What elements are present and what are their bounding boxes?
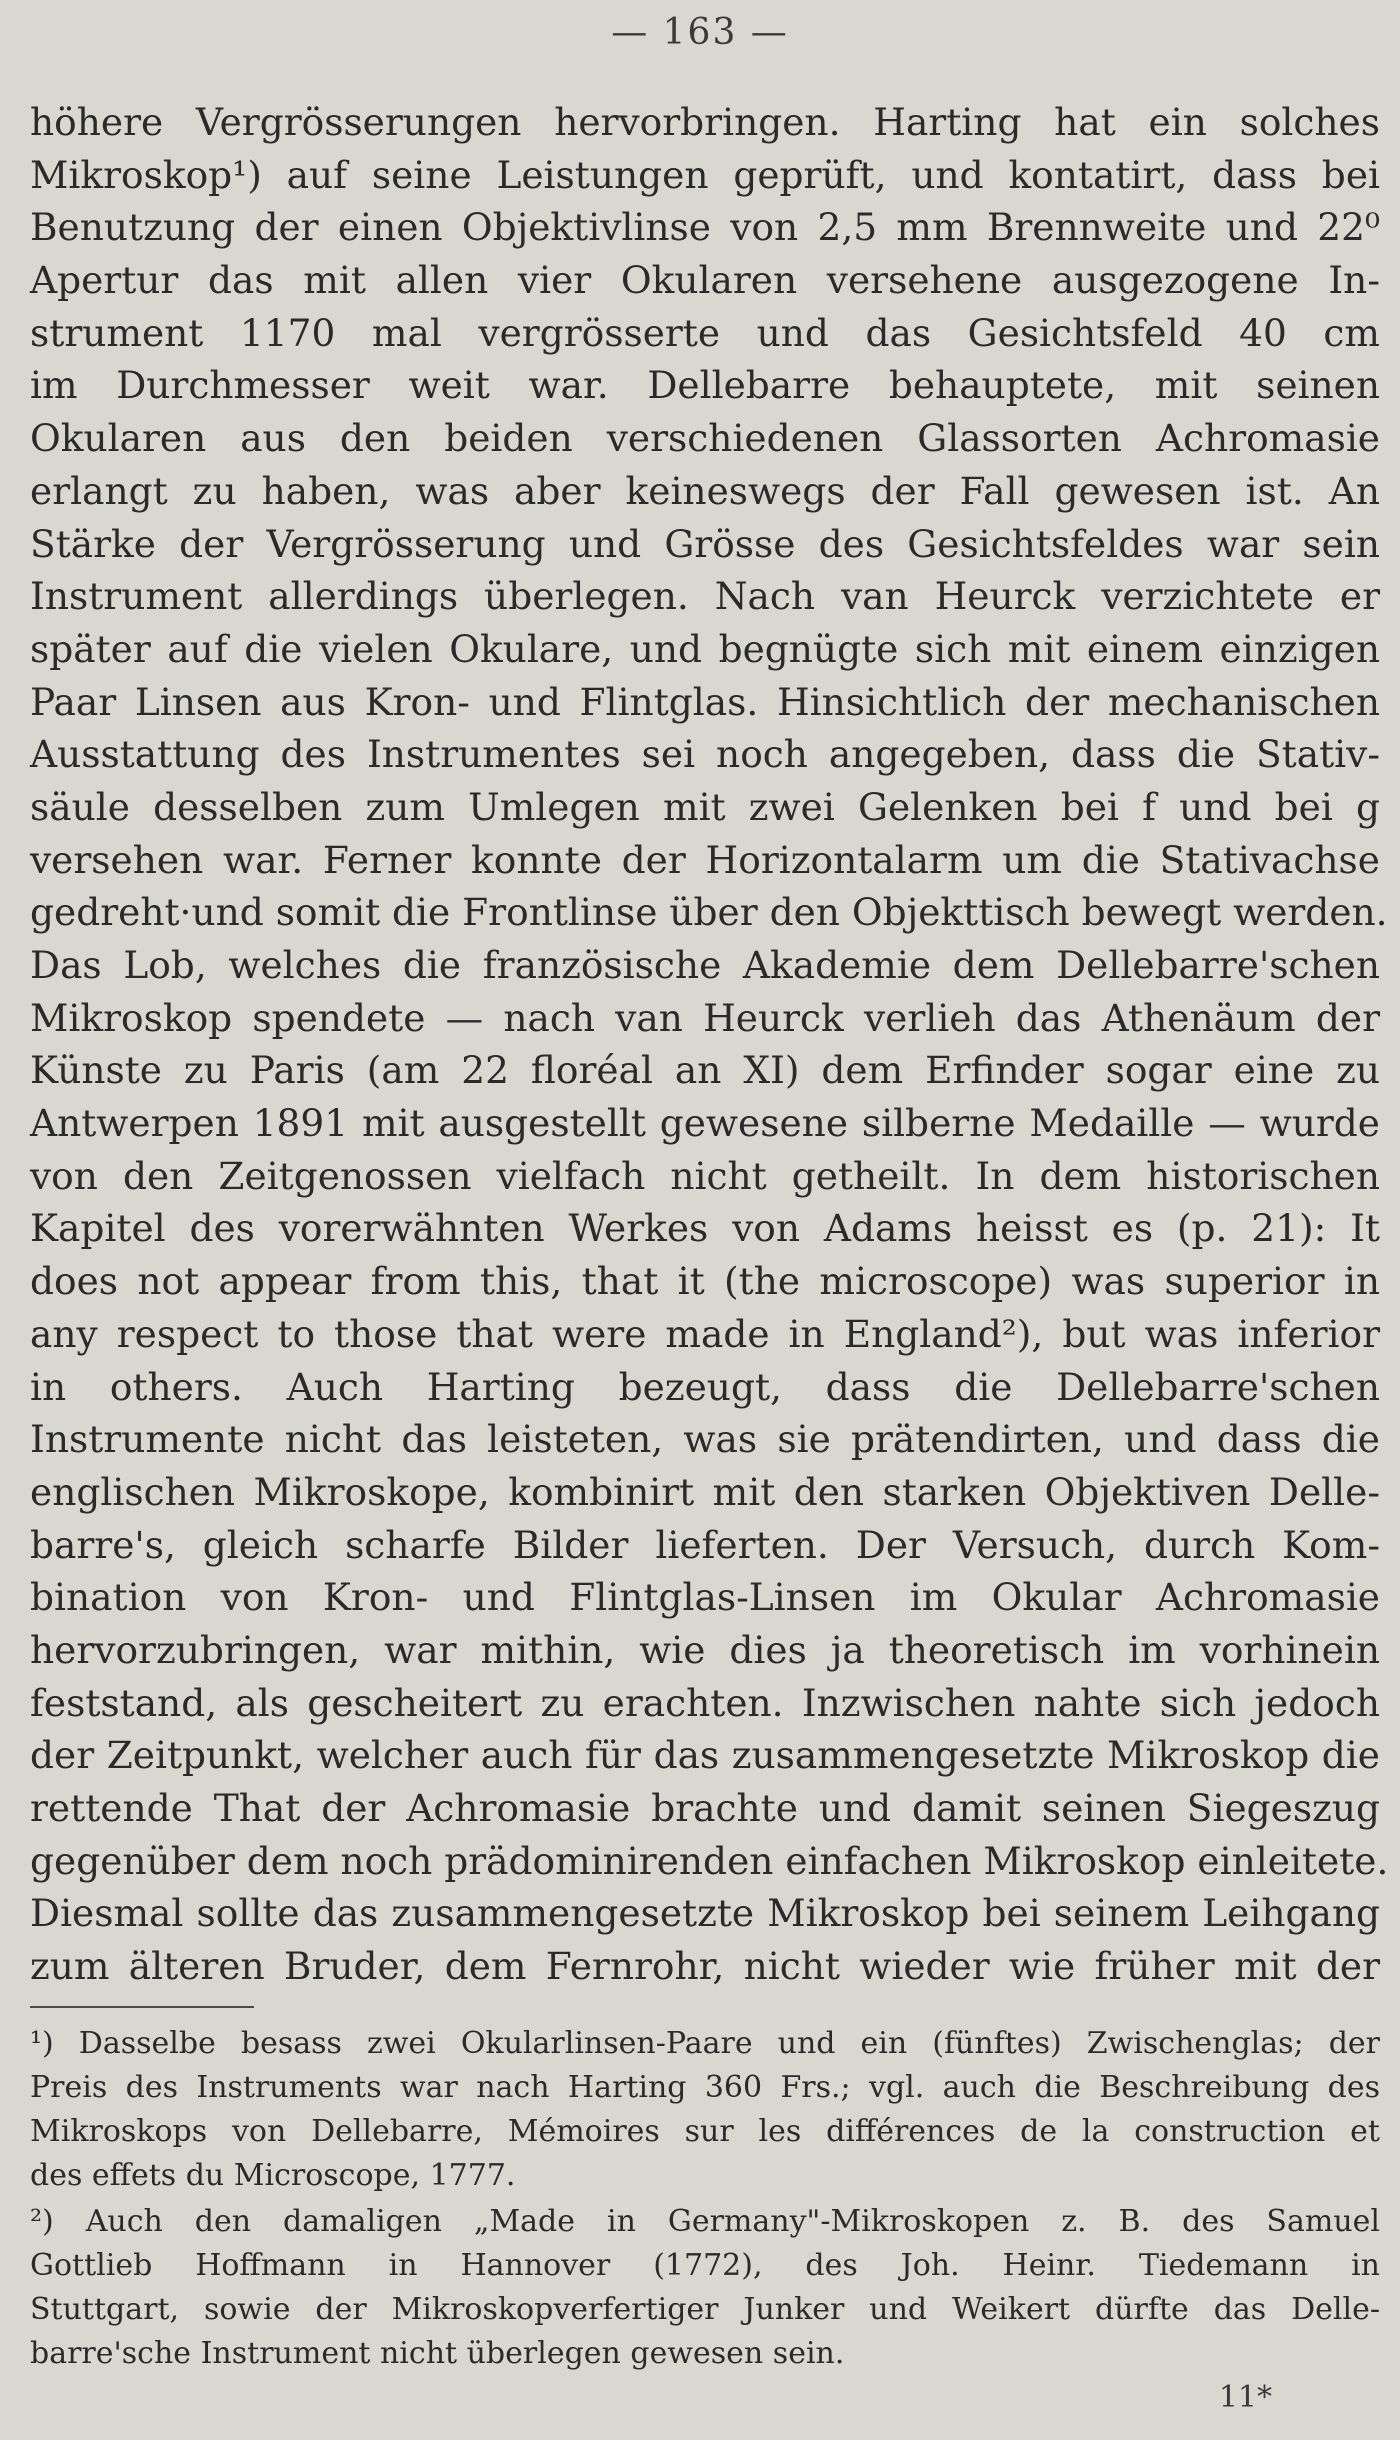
body-line: in others. Auch Harting bezeugt, dass die Dellebarre'schen [30,1364,1380,1409]
body-line: Diesmal sollte das zusammengesetzte Mikroskop bei seinem Leihgang [30,1891,1380,1936]
footnote-line: ²) Auch den damaligen „Made in Germany"-Mikroskopen z. B. des Samuel [30,2204,1380,2239]
footnote-line: Gottlieb Hoffmann in Hannover (1772), des Joh. Heinr. Tiedemann in [30,2248,1380,2283]
body-line: rettende That der Achromasie brachte und damit seinen Siegeszug [30,1786,1380,1830]
body-text [30,96,1389,1993]
body-line: Künste zu Paris (am 22 floréal an XI) dem Erfinder sogar eine zu [30,1048,1380,1093]
body-line: im Durchmesser weit war. Dellebarre behauptete, mit seinen [30,363,1380,408]
body-line: Mikroskop spendete — nach van Heurck verlieh das Athenäum der [30,995,1380,1040]
body-line: strument 1170 mal vergrösserte und das Gesichtsfeld 40 cm [30,310,1380,355]
footnote-1 [30,2022,1380,2198]
body-line: barre's, gleich scharfe Bilder lieferten. Der Versuch, durch Kom- [30,1522,1380,1567]
body-line: Kapitel des vorerwähnten Werkes von Adams heisst es (p. 21): It [30,1206,1380,1251]
body-line: zum älteren Bruder, dem Fernrohr, nicht wieder wie früher mit der [30,1944,1380,1989]
body-line: Apertur das mit allen vier Okularen versehene ausgezogene In- [30,258,1380,303]
body-line: höhere Vergrösserungen hervorbringen. Harting hat ein solches [30,100,1380,144]
footnote-2 [30,2200,1380,2376]
body-line: does not appear from this, that it (the microscope) was superior in [30,1259,1380,1304]
body-line: säule desselben zum Umlegen mit zwei Gelenken bei f und bei g [30,784,1380,829]
body-line: any respect to those that were made in England²), but was inferior [30,1311,1380,1356]
footnote-line: Mikroskops von Dellebarre, Mémoires sur les différences de la construction et [30,2114,1380,2149]
body-line: Instrument allerdings überlegen. Nach van Heurck verzichtete er [30,574,1380,619]
body-line: gedreht·und somit die Frontlinse über den Objekttisch bewegt werden. [30,890,1388,935]
body-line: später auf die vielen Okulare, und begnügte sich mit einem einzigen [30,626,1380,671]
body-line: Das Lob, welches die französische Akademie dem Dellebarre'schen [30,943,1380,987]
body-line: Benutzung der einen Objektivlinse von 2,5 mm Brennweite und 22⁰ [30,205,1380,250]
footnote-line: Stuttgart, sowie der Mikroskopverfertiger Junker und Weikert dürfte das Delle- [30,2292,1380,2327]
page-number-header: — 163 — [611,12,789,53]
body-line: Stärke der Vergrösserung und Grösse des Gesichtsfeldes war sein [30,521,1380,566]
footnote-divider [30,2006,254,2008]
body-line: bination von Kron- und Flintglas-Linsen im Okular Achromasie [30,1575,1380,1620]
footnote-line: Preis des Instruments war nach Harting 360 Frs.; vgl. auch die Beschreibung des [30,2070,1380,2105]
body-line: Paar Linsen aus Kron- und Flintglas. Hinsichtlich der mechanischen [30,679,1380,724]
footnotes [30,2022,1380,2376]
footnote-line: ¹) Dasselbe besass zwei Okularlinsen-Paare und ein (fünftes) Zwischenglas; der [30,2026,1380,2061]
body-line: versehen war. Ferner konnte der Horizontalarm um die Stativachse [30,837,1380,882]
footnote-line: des effets du Microscope, 1777. [30,2158,516,2193]
signature-mark: 11* [1218,2380,1272,2415]
body-line: englischen Mikroskope, kombinirt mit den starken Objektiven Delle- [30,1469,1380,1514]
footnote-line: barre'sche Instrument nicht überlegen gewesen sein. [30,2336,845,2371]
body-line: hervorzubringen, war mithin, wie dies ja theoretisch im vorhinein [30,1627,1380,1672]
body-line: Mikroskop¹) auf seine Leistungen geprüft, und kontatirt, dass bei [30,152,1380,197]
body-line: Instrumente nicht das leisteten, was sie prätendirten, und dass die [30,1417,1380,1462]
body-line: von den Zeitgenossen vielfach nicht getheilt. In dem historischen [30,1153,1380,1198]
body-line: feststand, als gescheitert zu erachten. Inzwischen nahte sich jedoch [30,1680,1380,1725]
body-line: erlangt zu haben, was aber keineswegs der Fall gewesen ist. An [30,468,1380,513]
body-line: gegenüber dem noch prädominirenden einfachen Mikroskop einleitete. [30,1838,1389,1883]
body-line: Ausstattung des Instrumentes sei noch angegeben, dass die Stativ- [30,732,1380,777]
body-line: Okularen aus den beiden verschiedenen Glassorten Achromasie [30,416,1380,461]
body-line: Antwerpen 1891 mit ausgestellt gewesene silberne Medaille — wurde [30,1101,1380,1146]
body-line: der Zeitpunkt, welcher auch für das zusammengesetzte Mikroskop die [30,1733,1380,1778]
